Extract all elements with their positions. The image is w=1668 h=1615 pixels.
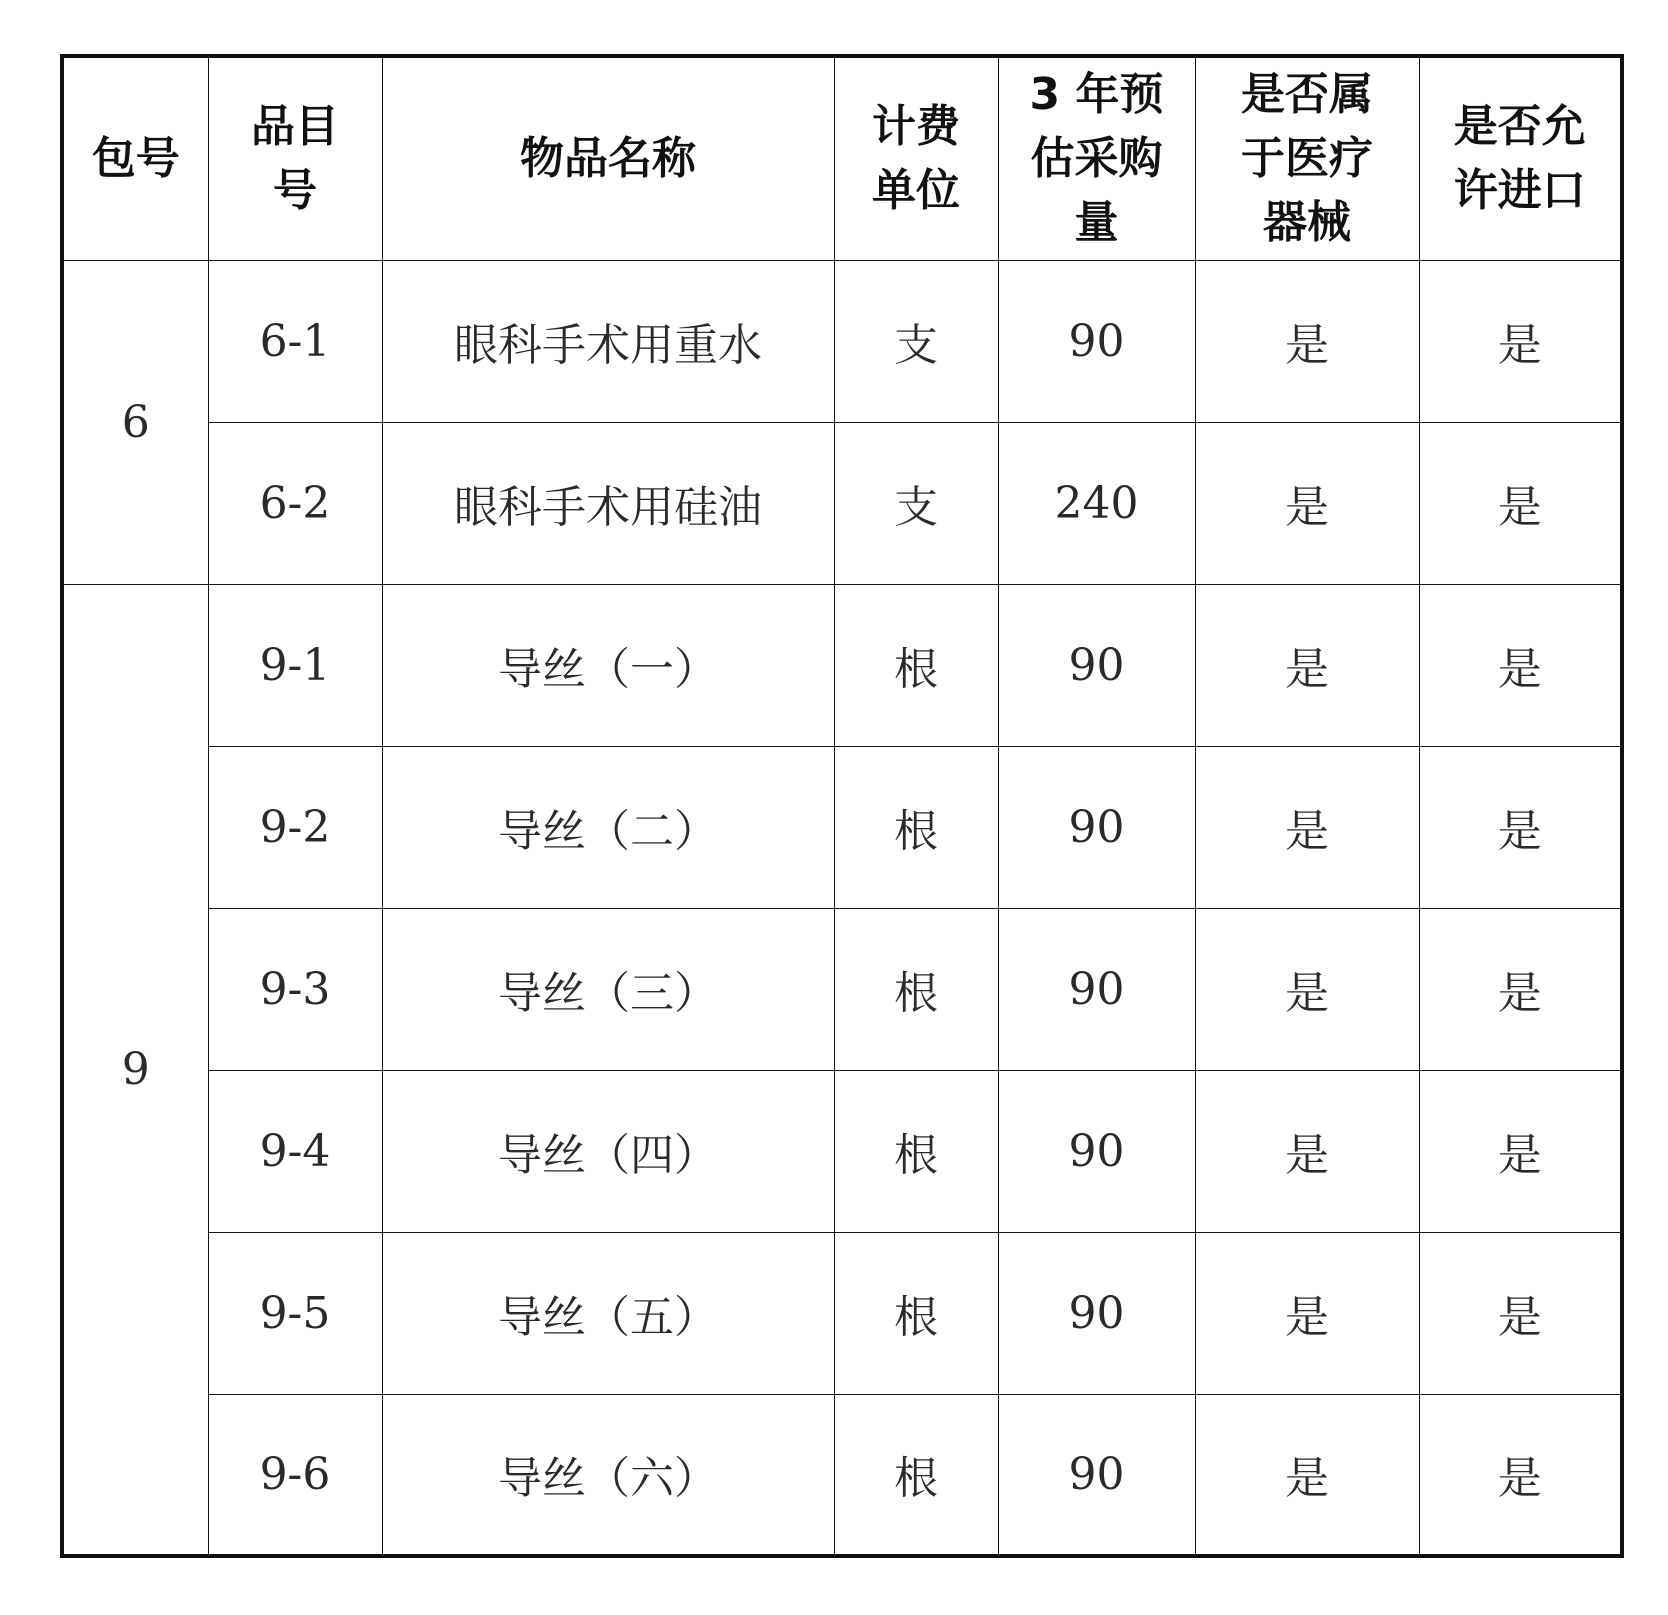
import-allowed-cell: 是 [1419,260,1622,422]
est-quantity-cell: 90 [998,1070,1195,1232]
header-import-allowed: 是否允许进口 [1419,56,1622,260]
import-allowed-cell: 是 [1419,1232,1622,1394]
table-row [62,908,1622,1070]
billing-unit-cell: 根 [834,1232,998,1394]
procurement-table [60,54,1624,1558]
est-quantity-cell: 90 [998,584,1195,746]
item-no-cell: 6-2 [208,422,382,584]
billing-unit-cell: 根 [834,908,998,1070]
header-package-no: 包号 [62,56,208,260]
item-name-cell: 导丝（六） [382,1394,834,1556]
est-quantity-cell: 240 [998,422,1195,584]
table-header [62,56,1622,260]
billing-unit-cell: 根 [834,746,998,908]
procurement-table-container [60,54,1624,1558]
medical-device-cell: 是 [1195,746,1419,908]
table-row [62,260,1622,422]
item-name-cell: 导丝（五） [382,1232,834,1394]
billing-unit-cell: 根 [834,1070,998,1232]
billing-unit-cell: 根 [834,1394,998,1556]
table-row [62,1232,1622,1394]
item-name-cell: 眼科手术用重水 [382,260,834,422]
package-no-cell: 9 [62,584,208,1556]
table-body [62,260,1622,1556]
billing-unit-cell: 支 [834,422,998,584]
item-no-cell: 9-3 [208,908,382,1070]
import-allowed-cell: 是 [1419,908,1622,1070]
medical-device-cell: 是 [1195,1232,1419,1394]
est-quantity-cell: 90 [998,746,1195,908]
import-allowed-cell: 是 [1419,1394,1622,1556]
item-name-cell: 眼科手术用硅油 [382,422,834,584]
item-no-cell: 9-1 [208,584,382,746]
item-name-cell: 导丝（三） [382,908,834,1070]
medical-device-cell: 是 [1195,584,1419,746]
est-quantity-cell: 90 [998,260,1195,422]
medical-device-cell: 是 [1195,1394,1419,1556]
est-quantity-cell: 90 [998,1232,1195,1394]
item-no-cell: 9-2 [208,746,382,908]
table-row [62,1394,1622,1556]
header-is-medical-device: 是否属于医疗器械 [1195,56,1419,260]
est-quantity-cell: 90 [998,1394,1195,1556]
medical-device-cell: 是 [1195,1070,1419,1232]
item-no-cell: 9-4 [208,1070,382,1232]
item-name-cell: 导丝（二） [382,746,834,908]
import-allowed-cell: 是 [1419,422,1622,584]
header-est-quantity: 3 年预估采购量 [998,56,1195,260]
import-allowed-cell: 是 [1419,584,1622,746]
import-allowed-cell: 是 [1419,746,1622,908]
header-billing-unit: 计费单位 [834,56,998,260]
header-item-no: 品目号 [208,56,382,260]
item-no-cell: 9-5 [208,1232,382,1394]
table-row [62,746,1622,908]
medical-device-cell: 是 [1195,260,1419,422]
item-no-cell: 9-6 [208,1394,382,1556]
package-no-cell: 6 [62,260,208,584]
table-row [62,1070,1622,1232]
est-quantity-cell: 90 [998,908,1195,1070]
billing-unit-cell: 根 [834,584,998,746]
header-item-name: 物品名称 [382,56,834,260]
billing-unit-cell: 支 [834,260,998,422]
import-allowed-cell: 是 [1419,1070,1622,1232]
header-row [62,56,1622,260]
item-name-cell: 导丝（四） [382,1070,834,1232]
item-no-cell: 6-1 [208,260,382,422]
medical-device-cell: 是 [1195,908,1419,1070]
medical-device-cell: 是 [1195,422,1419,584]
table-row [62,584,1622,746]
item-name-cell: 导丝（一） [382,584,834,746]
table-row [62,422,1622,584]
